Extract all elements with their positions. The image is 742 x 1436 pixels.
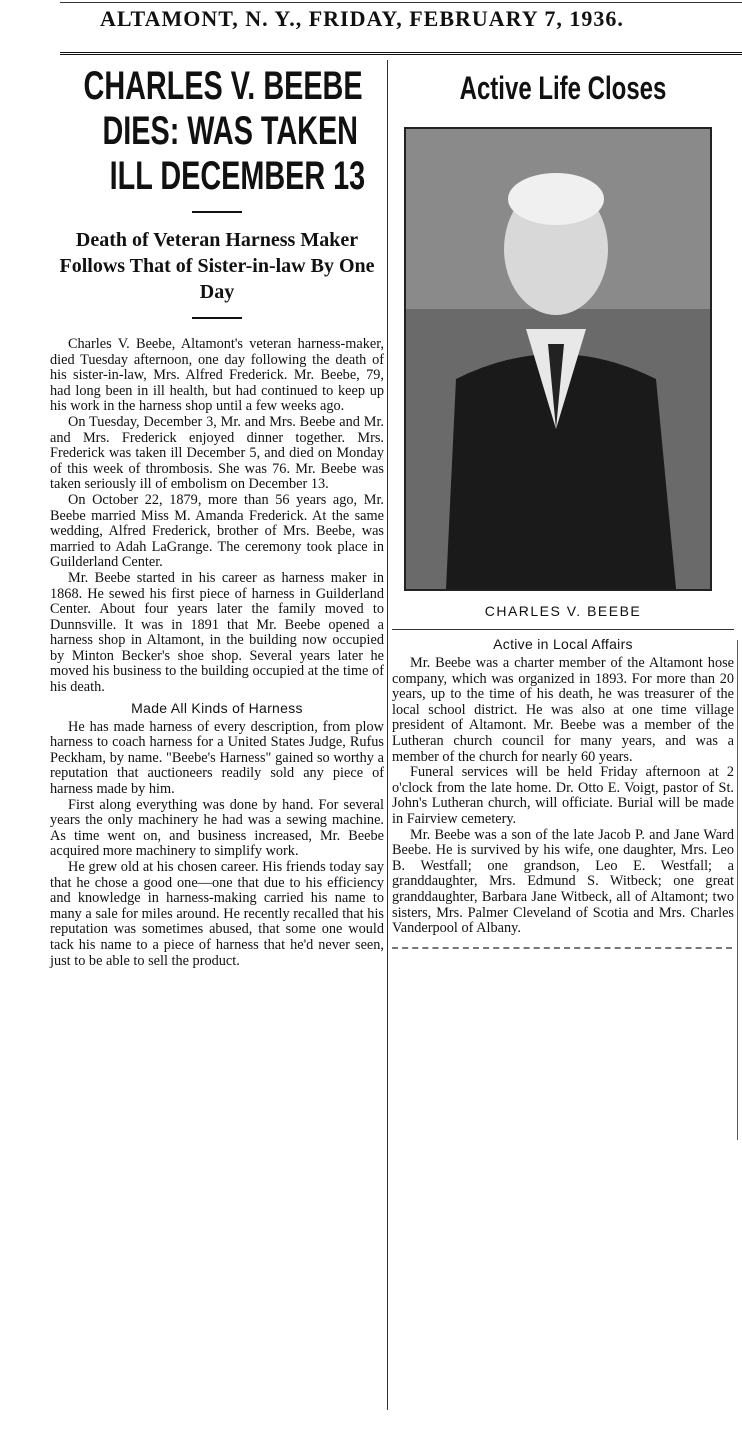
- crosshead-local-affairs: Active in Local Affairs: [493, 636, 633, 652]
- article-subhead: Death of Veteran Harness Maker Follows That of Sister-in-law By One Day: [59, 229, 375, 303]
- portrait-icon: [406, 129, 710, 589]
- photo-caption: CHARLES V. BEEBE: [484, 603, 642, 619]
- paragraph: He grew old at his chosen career. His friends today say that he chose a good one—one that due to his efficiency and knowledge in harness-making carried his name to many a sale for miles around. He recently recalled that his reputation was sometimes abused, that some one would tack his name to a piece of harness that he'd never seen, just to be able to sell the product.: [50, 859, 384, 969]
- paragraph: Funeral services will be held Friday afternoon at 2 o'clock from the late home. Dr. Otto E. Voigt, pastor of St. John's Lutheran church, will officiate. Burial will be made in Fairview cemetery.: [392, 764, 734, 827]
- headline-rule: [192, 211, 242, 213]
- paragraph: Mr. Beebe started in his career as harness maker in 1868. He sewed his first piece of harness in Guilderland Center. About four years later the family moved to Dunnsville. It was in 1891 that Mr. Beebe opened a harness shop in Altamont, in the building now occupied by Minton Becker's shoe shop. Several years later he moved his business to the building occupied at the time of his death.: [50, 569, 384, 696]
- headline-line-3: ILL DECEMBER 13: [109, 154, 366, 198]
- article-body: [50, 337, 384, 969]
- paragraph: Charles V. Beebe, Altamont's veteran harness-maker, died Tuesday afternoon, one day following the death of his sister-in-law, Mrs. Alfred Frederick. Mr. Beebe, 79, had long been in ill health, but had continued to keep up his work in the harness shop until a few weeks ago.: [50, 336, 384, 415]
- paragraph: He has made harness of every description, from plow harness to coach harness for a United States Judge, Rufus Peckham, by name. "Beebe's Harness" gained so worthy a reputation that auctioneers readily sold any piece of harness made by him.: [50, 718, 384, 798]
- caption-rule: [392, 629, 734, 630]
- paragraph: On October 22, 1879, more than 56 years ago, Mr. Beebe married Miss M. Amanda Frederick. At the same wedding, Alfred Frederick, brother of Mrs. Beebe, was married to Adah LaGrange. The ceremony took place in Guilderland Center.: [50, 491, 384, 571]
- paragraph: Mr. Beebe was a son of the late Jacob P. and Jane Ward Beebe. He is survived by his wife, one daughter, Mrs. Leo B. Westfall; one grandson, Leo E. Westfall; a granddaughter, Mrs. Edmund S. Witbeck; one great granddaughter, Barbara Jane Witbeck, all of Altamont; two sisters, Mrs. Palmer Cleveland of Scotia and Mrs. Charles Vanderpool of Albany.: [392, 826, 734, 937]
- headline-line-1: CHARLES V. BEEBE: [83, 64, 363, 108]
- article-headline: [56, 64, 390, 199]
- portrait-photo: [404, 127, 712, 591]
- masthead-top-rule: [60, 2, 742, 3]
- sidebar-body: [392, 656, 734, 937]
- paragraph: On Tuesday, December 3, Mr. and Mrs. Beebe and Mr. and Mrs. Frederick enjoyed dinner together. Mrs. Frederick was taken ill December 5, and died on Monday of this week of thrombosis. She was 76. Mr. Beebe was taken seriously ill of embolism on December 13.: [50, 413, 384, 493]
- crosshead-harness: Made All Kinds of Harness: [131, 699, 303, 716]
- right-edge-rule: [737, 640, 738, 1140]
- headline-line-2: DIES: WAS TAKEN: [102, 109, 358, 153]
- subhead-rule: [192, 317, 242, 319]
- column-divider: [387, 60, 388, 1410]
- main-article: [50, 58, 384, 969]
- bottom-rule: [392, 947, 732, 949]
- sidebar-headline: Active Life Closes: [459, 70, 667, 106]
- paragraph: Mr. Beebe was a charter member of the Altamont hose company, which was organized in 1893. For more than 20 years, up to the time of his death, he was treasurer of the local school district. He was also at one time village president of Altamont. Mr. Beebe was a member of the Lutheran church council for many years, and was a member of the church for nearly 60 years.: [392, 655, 734, 765]
- masthead: [60, 0, 742, 55]
- sidebar-column: [392, 58, 734, 949]
- masthead-title: ALTAMONT, N. Y., FRIDAY, FEBRUARY 7, 1936.: [100, 6, 624, 31]
- paragraph: First along everything was done by hand. For several years the only machinery he had was a sewing machine. As time went on, and business increased, Mr. Beebe acquired more machinery to simplify work.: [50, 796, 384, 860]
